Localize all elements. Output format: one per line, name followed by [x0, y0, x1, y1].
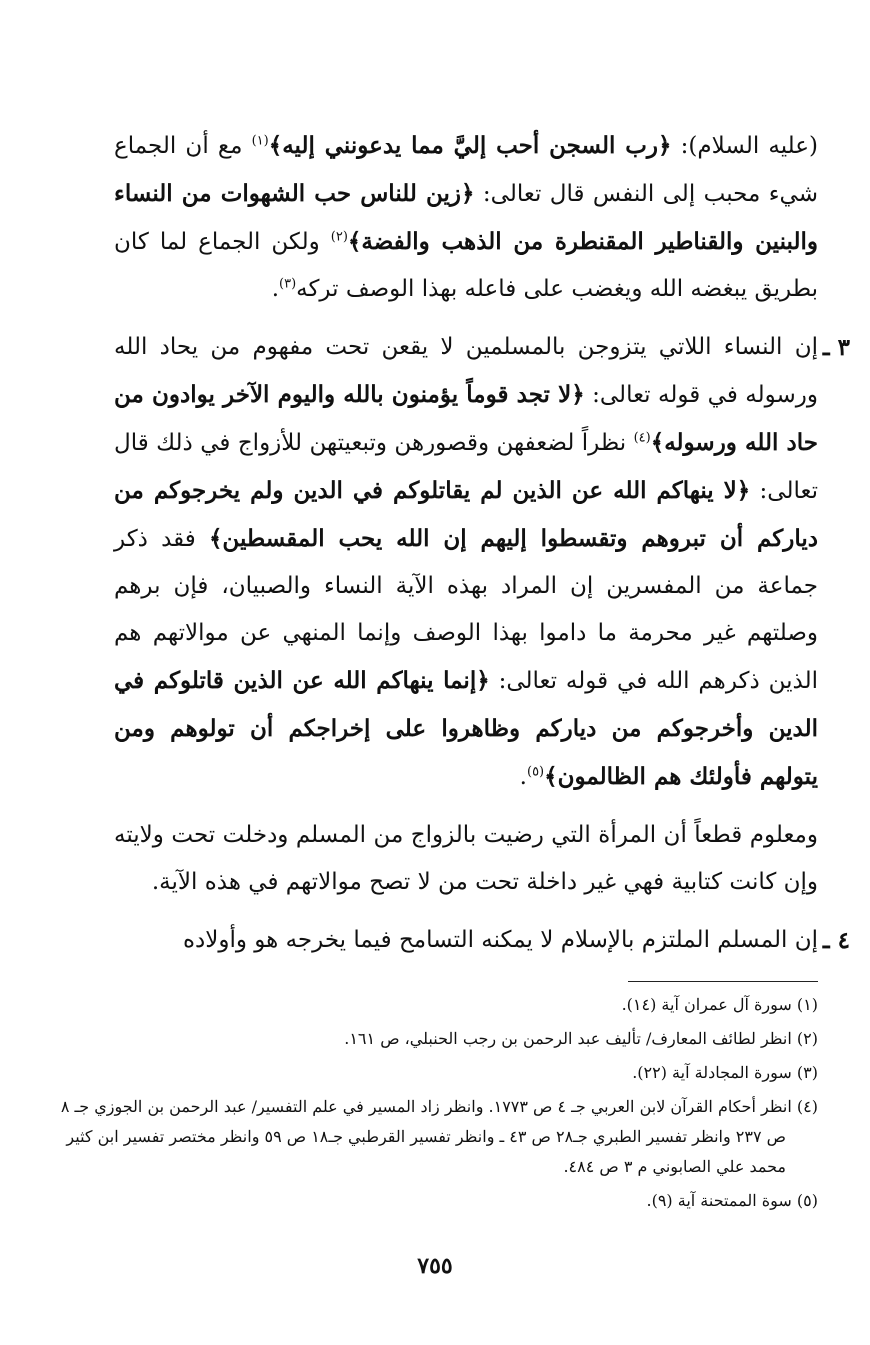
text-segment: إن المسلم الملتزم بالإسلام لا يمكنه التسامح فيما يخرجه هو وأولاده: [182, 927, 818, 953]
footnote: (٢) انظر لطائف المعارف/ تأليف عبد الرحمن بن رجب الحنبلي، ص ١٦١.: [344, 1029, 818, 1048]
quran-quote: ﴿رب السجن أحب إليَّ مما يدعونني إليه﴾: [268, 132, 672, 159]
text-segment: نظراً لضعفهن وقصورهن وتبعيتهن للأزواج في ذلك قال تعالى:: [114, 430, 818, 504]
text-segment: .: [271, 276, 279, 302]
paragraph: [114, 122, 818, 313]
text-segment: ومعلوم قطعاً أن المرأة التي رضيت بالزواج من المسلم ودخلت تحت ولايته وإن كانت كتابية فهي غير داخلة تحت من لا تصح موالاتهم في هذه الآية.: [114, 822, 818, 895]
paragraph: [114, 324, 850, 801]
text-segment: مع أن الجماع شيء محبب إلى النفس قال تعالى:: [114, 133, 818, 207]
quran-quote: ﴿إنما ينهاكم الله عن الذين قاتلوكم في الدين وأخرجوكم من دياركم وظاهروا على إخراجكم أن تولوهم ومن يتولهم فأولئك هم الظالمون﴾: [114, 667, 818, 790]
footnote-ref: (١): [251, 133, 269, 149]
paragraph: [114, 812, 818, 906]
page-number: ٧٥٥: [417, 1253, 453, 1279]
paragraph: [114, 917, 850, 964]
text-segment: إن النساء اللاتي يتزوجن بالمسلمين لا يقعن تحت مفهوم من يحاد الله ورسوله في قوله تعالى:: [114, 334, 818, 408]
footnotes-section: [58, 990, 818, 1220]
footnote: (٥) سوة الممتحنة آية (٩).: [646, 1191, 818, 1210]
text-segment: ولكن الجماع لما كان بطريق يبغضه الله ويغضب على فاعله بهذا الوصف تركه: [114, 229, 818, 302]
footnote: (١) سورة آل عمران آية (١٤).: [621, 995, 818, 1014]
footnote: (٤) انظر أحكام القرآن لابن العربي جـ ٤ ص ١٧٧٣. وانظر زاد المسير في علم التفسير/ عبد الرحمن بن الجوزي جـ ٨ ص ٢٣٧ وانظر تفسير الطبري جـ٢٨ ص ٤٣ ـ وانظر تفسير القرطبي جـ١٨ ص ٥٩ وانظر مختصر تفسير ابن كثير محمد علي الصابوني م ٣ ص ٤٨٤.: [60, 1097, 818, 1176]
quran-quote: ﴿لا تجد قوماً يؤمنون بالله واليوم الآخر يوادون من حاد الله ورسوله﴾: [114, 381, 818, 456]
text-segment: (عليه السلام):: [671, 133, 818, 159]
text-segment: .: [519, 764, 527, 790]
paragraph-number: ٤ ـ: [822, 927, 850, 954]
quran-quote: ﴿لا ينهاكم الله عن الذين لم يقاتلوكم في الدين ولم يخرجوكم من دياركم أن تبروهم وتقسطوا إليهم إن الله يحب المقسطين﴾: [114, 477, 818, 552]
quran-quote: ﴿زين للناس حب الشهوات من النساء والبنين والقناطير المقنطرة من الذهب والفضة﴾: [114, 180, 818, 255]
footnote-ref: (٤): [633, 430, 651, 446]
footnote: (٣) سورة المجادلة آية (٢٢).: [632, 1063, 818, 1082]
main-text: [114, 122, 850, 975]
paragraph-number: ٣ ـ: [822, 334, 850, 361]
footnote-separator: [628, 981, 818, 982]
footnote-ref: (٢): [330, 229, 348, 245]
footnote-ref: (٥): [526, 764, 545, 780]
footnote-ref: (٣): [279, 276, 297, 292]
text-segment: فقد ذكر جماعة من المفسرين إن المراد بهذه الآية النساء والصبيان، فإن برهم وصلتهم غير محرمة ما داموا بهذا الوصف وإنما المنهي عن موالاتهم هم الذين ذكرهم الله في قوله تعالى:: [114, 526, 818, 694]
